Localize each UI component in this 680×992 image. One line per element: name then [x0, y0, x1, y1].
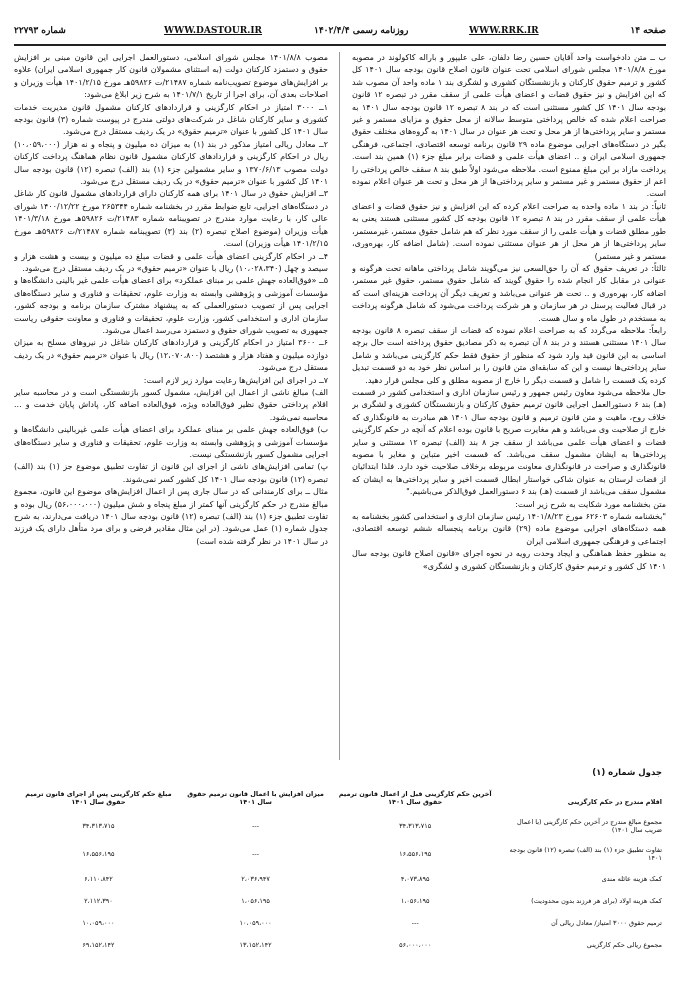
- table-row: [14, 912, 666, 934]
- paragraph: ۲ــ معادل ریالی امتیاز مذکور در بند (۱) به میزان ده میلیون و پنجاه و نه هزار (۱۰،۰۵۹،۰۰۰) ریال در احکام کارگزینی و قراردادهای کارکنان مشمول قانون نظام هماهنگ پرداخت کارکنان دولت مصوب ۱۳۷۰/۶/۱۳ و سایر مشمولین جزء (۱) بند (الف) تبصره (۱۲) قانون بودجه سال ۱۴۰۱ کل کشور با عنوان «ترمیم حقوق» در یک ردیف مستقل درج می‌شود.: [14, 139, 328, 187]
- table-cell: ۶۹،۱۵۲،۱۴۲: [82, 941, 115, 949]
- paragraph: "بخشنامه شماره ۶۲۶۰۳ مورخ ۱۴۰۱/۸/۲۳ رئیس سازمان اداری و استخدامی کشور بخشنامه به همه دستگاه‌های اجرایی موضوع ماده (۲۹) قانون برنامه پنجساله ششم توسعه اقتصادی، اجتماعی و فرهنگی جمهوری اسلامی ایران: [352, 512, 666, 546]
- table-cell: ۲،۰۳۶،۹۴۷: [241, 875, 270, 883]
- table-cell: ۳۴،۳۱۳،۷۱۵: [82, 822, 115, 830]
- paragraph: پ) تمامی افزایش‌های ناشی از اجرای این قانون از تفاوت تطبیق موضوع جز (۱) بند (الف) تبصره (۱۲) قانون بودجه سال ۱۴۰۱ کل کشور کسر نمی‌شوند.: [14, 462, 328, 484]
- table-title: جدول شماره (۱): [592, 768, 662, 778]
- table-cell: مجموع ریالی حکم کارگزینی: [586, 941, 662, 949]
- paragraph: ۱ــ ۳۰۰۰ امتیاز در احکام کارگزینی و قراردادهای کارکنان مشمول قانون مدیریت خدمات کشوری و سایر کارکنان شاغل در شرکت‌های دولتی مندرج در پیوست شماره (۳) قانون بودجه سال ۱۴۰۱ کل کشور با عنوان «ترمیم حقوق» در یک ردیف مستقل درج می‌شود.: [14, 102, 328, 137]
- table-cell: ۱۰،۰۵۹،۰۰۰: [82, 919, 115, 927]
- table-row: [14, 934, 666, 956]
- table-row: [14, 840, 666, 868]
- table-cell: ---: [411, 919, 419, 927]
- table-cell: ۱۳،۱۵۲،۱۴۲: [239, 941, 272, 949]
- paragraph: مصوب ۱۴۰۱/۸/۸ مجلس شورای اسلامی، دستورالعمل اجرایی این قانون مبنی بر افزایش حقوق و دستمزد کارکنان دولت (به استثنای مشمولان قانون کار جمهوری اسلامی ایران) علاوه بر افزایش‌های موضوع تصویب‌نامه شماره ۲۱۴۸۷/ت ۵۹۸۲۶هـ مورخ ۱۴۰۱/۲/۱۵ هیأت وزیران و اصلاحات بعدی آن، برای اجرا از تاریخ ۱۴۰۱/۷/۱ به شرح زیر ابلاغ می‌شود:: [14, 53, 328, 100]
- table-cell: کمک هزینه اولاد (برای هر فرزند بدون محدودیت): [531, 897, 662, 905]
- page-number: صفحه ۱۴: [630, 26, 666, 36]
- column-divider: [339, 52, 340, 760]
- rrk-website-link[interactable]: WWW.RRK.IR: [469, 26, 539, 36]
- table-cell: ---: [252, 822, 260, 830]
- table-cell: ---: [252, 850, 260, 858]
- header-divider: [14, 44, 666, 46]
- table-cell: ۴،۰۷۳،۸۹۵: [400, 875, 430, 883]
- table-cell: ۲،۱۱۲،۳۹۰: [84, 897, 113, 905]
- paragraph: ب) فوق‌العاده جهش علمی بر مبنای عملکرد برای اعضای هیأت علمی غیربالینی دانشگاه‌ها و مؤسسات آموزشی و پژوهشی وابسته به وزارت علوم، تحقیقات و فناوری و سایر دستگاه‌های اجرایی مشمول کسور بازنشستگی نیست.: [14, 425, 328, 459]
- table-header-cell: آخرین حکم کارگزینی قبل از اعمال قانون ترمیم حقوق سال ۱۴۰۱: [338, 790, 492, 806]
- paragraph: ۴ــ در احکام کارگزینی اعضای هیأت علمی و قضات مبلغ ده میلیون و بیست و هشت هزار و سیصد و چهل (۱۰،۰۲۸،۳۴۰) ریال با عنوان «ترمیم حقوق» در یک ردیف مستقل درج می‌شود.: [14, 251, 328, 273]
- table-cell: ۱۶،۵۵۶،۱۹۵: [399, 850, 432, 858]
- table-cell: ترمیم حقوق ۳۰۰۰ امتیاز/ معادل ریالی آن: [551, 919, 662, 927]
- table-row: [14, 812, 666, 840]
- table-header-cell: مبلغ حکم کارگزینی پس از اجرای قانون ترمیم حقوق سال ۱۴۰۱: [25, 790, 172, 806]
- paragraph: ۷ــ در اجرای این افزایش‌ها رعایت موارد زیر لازم است:: [143, 375, 328, 385]
- table-cell: کمک هزینه عائله مندی: [601, 875, 662, 883]
- table-header-cell: میزان افزایش با اعمال قانون ترمیم حقوق سال ۱۴۰۱: [187, 790, 324, 806]
- paragraph: ۵ــ «فوق‌العاده جهش علمی بر مبنای عملکرد» برای اعضای هیأت علمی غیر بالینی دانشگاه‌ها و مؤسسات آموزشی و پژوهشی وابسته به وزارت علوم، تحقیقات و فناوری و سایر دستگاه‌های اجرایی پس از تصویب دستورالعملی که به پیشنهاد مشترک سازمان برنامه و بودجه کشور، سازمان اداری و استخدامی کشور، وزارت علوم، تحقیقات و فناوری و معاونت حقوقی ریاست جمهوری به تصویب شورای حقوق و دستمزد می‌رسد اعمال می‌شود.: [14, 276, 328, 335]
- table-cell: ۳۴،۳۱۳،۷۱۵: [399, 822, 432, 830]
- page-header: [14, 26, 666, 40]
- table-cell: ۶،۱۱۰،۸۴۲: [84, 875, 113, 883]
- table-cell: مجموع مبالغ مندرج در آخرین حکم کارگزینی (با اعمال ضریب سال ۱۴۰۱): [517, 818, 662, 834]
- issue-number: شماره ۲۲۷۹۳: [14, 26, 66, 36]
- paragraph: به منظور حفظ هماهنگی و ایجاد وحدت رویه در نحوه اجرای «قانون اصلاح قانون بودجه سال ۱۴۰۱ کل کشور و ترمیم حقوق کارکنان و بازنشستگان کشوری و لشگری»: [352, 549, 666, 571]
- table-header-row: [14, 786, 666, 812]
- paragraph: مثال ــ برای کارمندانی که در سال جاری پس از اعمال افزایش‌های موضوع این قانون، مجموع مبالغ مندرج در حکم کارگزینی آنها کمتر از مبلغ پنجاه و شش میلیون (۵۶،۰۰۰،۰۰۰) ریال بوده و تفاوت تطبیق جزء (۱) بند (الف) تبصره (۱۲) قانون بودجه سال ۱۴۰۱ دریافت می‌دارند، به شرح جدول شماره (۱) عمل می‌شود. (در این مثال مقادیر فرضی و برای مرد متأهل دارای یک فرزند در سال ۱۴۰۱ در نظر گرفته شده است): [14, 487, 328, 546]
- paragraph: الف) مبالغ ناشی از اعمال این افزایش، مشمول کسور بازنشستگی است و در محاسبه سایر اقلام پرداختی حقوق نظیر فوق‌العاده ویژه، فوق‌العاده اضافه کار، پاداش پایان خدمت و ... محاسبه نمی‌شود.: [14, 387, 328, 422]
- table-cell: ۱،۰۵۶،۱۹۵: [241, 897, 270, 905]
- salary-table: [14, 786, 666, 956]
- table-row: [14, 868, 666, 890]
- right-text-column: [352, 52, 666, 760]
- table-cell: ۱،۰۵۶،۱۹۵: [400, 897, 430, 905]
- paragraph: ثانیاً: در بند ۱ ماده واحده به صراحت اعلام کرده که این افزایش و نیز حقوق قضات و اعضای هیأت علمی از سقف مقرر در بند ۸ تبصره ۱۲ قانون بودجه کل کشور مستثنی هستند یعنی به طور مطلق قضات و هیأت علمی را از سقف مورد نظر که هم شامل حقوق مستمر، غیرمستمر، سایر پرداختی‌ها از هر محل از هر عنوان مستثنی نموده است. (شامل اضافه کار، بهره‌وری، مستمر و غیر مستمر): [352, 201, 666, 261]
- paragraph: ۳ــ افزایش حقوق در سال ۱۴۰۱ برای همه کارکنان دارای قراردادهای مشمول قانون کار شاغل در دستگاه‌های اجرایی، تابع ضوابط مقرر در بخشنامه شماره ۲۶۵۳۴۴ مورخ ۱۴۰۰/۱۲/۲۲ شورای عالی کار، با رعایت موارد مندرج در تصویبنامه شماره ۲۱۴۸۳/ت ۵۹۸۲۶هـ مورخ ۱۴۰۱/۳/۱۸ هیأت وزیران (موضوع اصلاح تبصره (۲) بند (۳) تصویبنامه شماره ۲۱۴۸۷/ت ۵۹۸۲۶هـ مورخ ۱۴۰۱/۲/۱۵ هیأت وزیران) است.: [14, 189, 328, 249]
- paragraph: ثالثاً: در تعریف حقوق که آن را حق‌السعی نیز می‌گویند شامل پرداختی ماهانه تحت هرگونه و عنوانی در مقابل کار انجام شده را حقوق گویند که شامل حقوق مستمر، حقوق غیر مستمر، اضافه کار، بهره‌وری و .. تحت هر عنوانی می‌باشد و تعریف دیگر آن پرداخت هزینه‌ای است که در قبال فعالیت پرسنل در هر سازمان و هر شرکت پرداخت می‌شود که شامل هرگونه پرداخت به مستخدم در طول ماه و سال هست.: [352, 263, 666, 323]
- table-cell: ۵۶،۰۰۰،۰۰۰: [399, 941, 432, 949]
- newspaper-date: روزنامه رسمی ۱۴۰۲/۴/۴: [314, 26, 409, 36]
- table-cell: ۱۰،۰۵۹،۰۰۰: [239, 919, 272, 927]
- paragraph: حال ملاحظه می‌شود معاون رئیس جمهور و رئیس سازمان اداری و استخدامی کشور در قسمت (هـ) بند ۶ دستورالعمل اجرایی قانون ترمیم حقوق کارکنان و بازنشستگان کشوری و لشگری بر خلاف روح، ماهیت و متن قانون ترمیم و قانون بودجه سال ۱۴۰۱ هم مبادرت به قانونگذاری که خارج از صلاحیت وی می‌باشد و هم مغایرت صریح با قانون بوده اعلام که آنچه در حکم کارگزینی قضات و اعضای هیأت علمی می‌باشد از سقف جز ۸ بند (الف) تبصره ۱۲ مستثنی و سایر پرداختی‌ها به ایشان مشمول سقف می‌باشد. که قسمت اخیر متباین و مغایر با مصوبه قانونگذاری و صراحت در قانونگذاری معاونت مربوطه برخلاف صلاحیت خود دارد. فلذا ابتدائیان از قضات لرستان به عنوان شاکی خواستار ابطال قسمت اخیر و سایر پرداختی‌ها به ایشان که مشمول سقف می‌باشد از قسمت (هـ) بند ۶ دستورالعمل فوق‌الذکر می‌باشیم.": [352, 387, 666, 497]
- table-cell: تفاوت تطبیق جزء (۱) بند (الف) تبصره (۱۲) قانون بودجه ۱۴۰۱: [509, 846, 662, 862]
- table-cell: ۱۶،۵۵۶،۱۹۵: [82, 850, 115, 858]
- table-header-cell: اقلام مندرج در حکم کارگزینی: [567, 798, 662, 806]
- table-row: [14, 890, 666, 912]
- dastour-website-link[interactable]: WWW.DASTOUR.IR: [164, 26, 263, 36]
- paragraph: رابعاً: ملاحظه می‌گردد که به صراحت اعلام نموده که قضات از سقف تبصره ۸ قانون بودجه سال ۱۴۰۱ مستثنی هستند و در بند ۸ آن تبصره به ذکر مصادیق حقوق پرداخته است حال برچه اساسی به این قانون قید وارد شود که منظور از حقوق فقط حکم کارگزینی می‌باشد و شامل سایر پرداختی‌ها نیست و این که سابقه‌ای متن قانون را بر اساس نظر خود به دو قسمت تبدیل کرده یک قسمت را شامل و قسمت دیگر را خارج از مصوبه مطلق و کلی مجلس قرار دهید.: [352, 325, 666, 385]
- paragraph: ب ــ متن دادخواست واحد آقایان حسین رضا دلفان، علی علیپور و باراله کاکولوند در مصوبه مورخ ۱۴۰۱/۸/۸ مجلس شورای اسلامی تحت عنوان قانون اصلاح قانون بودجه سال ۱۴۰۱ کل کشور و ترمیم حقوق کارکنان و بازنشستگان کشوری و لشگری بند ۱ ماده واحد آن مصوب شد که این افزایش و نیز حقوق قضات و اعضای هیأت علمی از سقف مقرر در تبصره ۱۲ قانون بودجه سال ۱۴۰۱ کل کشور مستثنی است که در بند ۸ تبصره ۱۲ قانون بودجه سال ۱۴۰۱ به صراحت اعلام شده که خالص پرداختی متوسط سالانه از محل حقوق و مزایای مستمر و غیر مستمر و سایر پرداختی‌ها از هر محل و تحت هر عنوان در سال ۱۴۰۱ به گروه‌های مختلف حقوق بگیر در دستگاه‌های اجرایی موضوع ماده ۲۹ قانون برنامه توسعه اقتصادی، اجتماعی، فرهنگی جمهوری اسلامی ایران و .. اعضای هیأت علمی و قضات برابر مبلغ جزء (۱) همین بند است. پرداخت مازاد بر این مبلغ ممنوع است. ملاحظه می‌شود اولاً طبق بند ۸ سقف خالص پرداختی را اعم از حقوق مستمر و غیر مستمر و سایر پرداختی‌ها از هر محل و تحت هر عنوان اعلام نموده است.: [352, 53, 666, 199]
- paragraph: متن بخشنامه مورد شکایت به شرح زیر است:: [515, 499, 666, 509]
- left-text-column: [14, 52, 328, 760]
- paragraph: ۶ــ ۳۶۰۰ امتیاز در احکام کارگزینی و قراردادهای کارکنان شاغل در نیروهای مسلح به میزان دوازده میلیون و هفتاد هزار و هشتصد (۱۲،۰۷۰،۸۰۰) ریال با عنوان «ترمیم حقوق» در یک ردیف مستقل درج می‌شود.: [14, 338, 328, 373]
